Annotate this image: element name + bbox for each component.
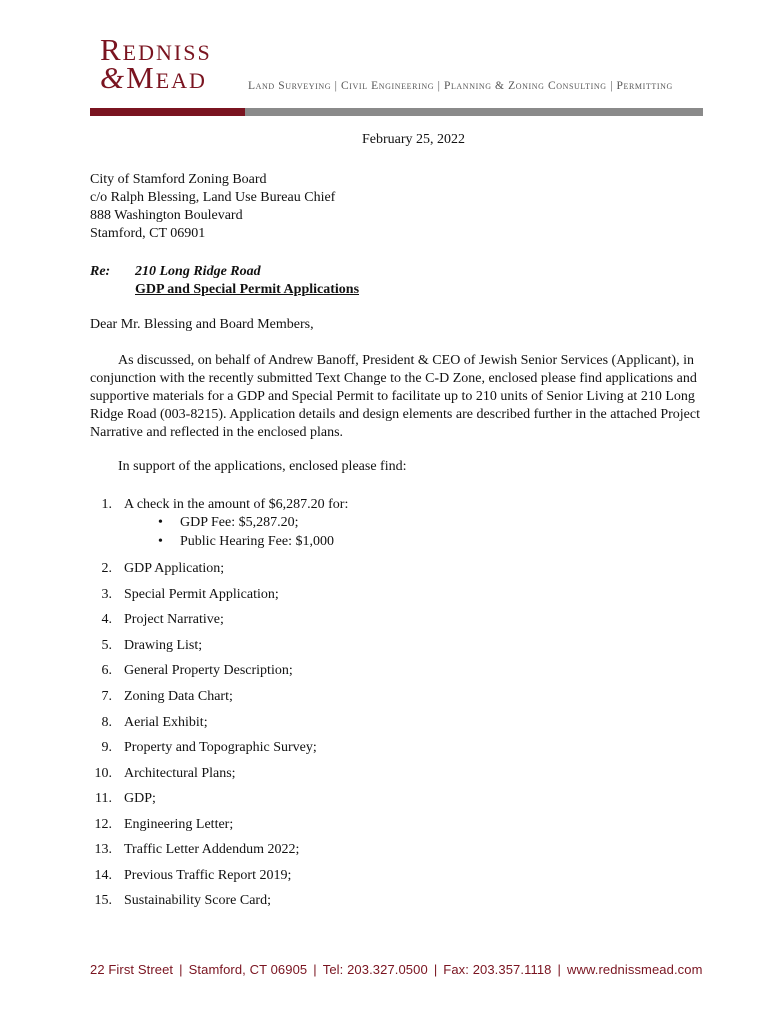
fee-bullet-text: GDP Fee: $5,287.20; xyxy=(180,515,299,530)
list-item-number: 14. xyxy=(94,868,112,883)
list-item-number: 12. xyxy=(94,817,112,832)
list-item-number: 11. xyxy=(95,791,112,806)
list-item-number: 13. xyxy=(94,842,112,857)
body-paragraph-1 xyxy=(90,352,712,442)
letterhead-rule xyxy=(245,108,703,116)
fee-bullet-text: Public Hearing Fee: $1,000 xyxy=(180,534,334,549)
list-item-text: Drawing List; xyxy=(124,638,203,653)
recipient-line-3: 888 Washington Boulevard xyxy=(90,208,243,223)
footer-separator: | xyxy=(313,962,317,977)
list-item-text: General Property Description; xyxy=(124,663,293,678)
list-item-number: 3. xyxy=(101,587,112,602)
footer-separator: | xyxy=(557,962,561,977)
letterhead-footer xyxy=(90,962,703,977)
bullet-dot: • xyxy=(158,534,163,549)
subject-label: Re: xyxy=(90,264,111,279)
logo-line-1: Redniss xyxy=(100,32,212,67)
list-item-number: 7. xyxy=(101,689,112,704)
list-item-number: 8. xyxy=(101,715,112,730)
body-paragraph-1-text: As discussed, on behalf of Andrew Banoff, President & CEO of Jewish Senior Services (Applicant), in conjunction with the recently submitted Text Change to the C-D Zone, enclosed please find applications and supportive materials for a GDP and Special Permit to facilitate up to 210 units of Senior Living at 210 Long Ridge Road (003-8215). Application details and design elements are described further in the attached Project Narrative and reflected in the enclosed plans. xyxy=(90,353,700,440)
footer-separator: | xyxy=(433,962,438,977)
letterhead-rule-accent xyxy=(90,108,245,116)
letter-date: February 25, 2022 xyxy=(362,132,466,147)
list-item-number: 15. xyxy=(94,893,112,908)
list-item-number: 10. xyxy=(94,766,112,781)
list-item-text: GDP; xyxy=(124,791,156,806)
recipient-line-1: City of Stamford Zoning Board xyxy=(90,172,267,187)
letterhead-tagline: Land Surveying | Civil Engineering | Planning & Zoning Consulting | Permitting xyxy=(248,80,673,92)
list-item-text: A check in the amount of $6,287.20 for: xyxy=(124,497,349,512)
list-item-text: Aerial Exhibit; xyxy=(124,715,208,730)
subject-line-2: GDP and Special Permit Applications xyxy=(135,282,360,297)
list-item-number: 1. xyxy=(101,497,112,512)
bullet-dot: • xyxy=(158,515,163,530)
list-item-text: Zoning Data Chart; xyxy=(124,689,233,704)
list-item-number: 5. xyxy=(101,638,112,653)
footer-fax: Fax: 203.357.1118 xyxy=(443,962,552,977)
footer-city: Stamford, CT 06905 xyxy=(188,962,308,977)
list-item-number: 2. xyxy=(101,561,112,576)
list-item-text: Architectural Plans; xyxy=(124,766,236,781)
logo-line-2 xyxy=(100,62,212,93)
list-item-text: Property and Topographic Survey; xyxy=(124,740,317,755)
subject-line-1: 210 Long Ridge Road xyxy=(135,264,261,279)
list-item-number: 6. xyxy=(101,663,112,678)
list-item-text: Engineering Letter; xyxy=(124,817,234,832)
footer-separator: | xyxy=(179,962,183,977)
salutation: Dear Mr. Blessing and Board Members, xyxy=(90,317,314,332)
recipient-address xyxy=(90,171,335,243)
recipient-line-4: Stamford, CT 06901 xyxy=(90,226,206,241)
list-item-number: 4. xyxy=(101,612,112,627)
logo-ampersand: & xyxy=(100,60,127,95)
recipient-line-2: c/o Ralph Blessing, Land Use Bureau Chief xyxy=(90,190,336,205)
list-item-text: Previous Traffic Report 2019; xyxy=(124,868,292,883)
list-item-number: 9. xyxy=(101,740,112,755)
footer-tel: Tel: 203.327.0500 xyxy=(322,962,428,977)
company-logo xyxy=(100,34,212,93)
footer-website-link[interactable]: www.rednissmead.com xyxy=(566,962,703,977)
list-item-text: Sustainability Score Card; xyxy=(124,893,271,908)
list-item-text: GDP Application; xyxy=(124,561,225,576)
list-item-text: Project Narrative; xyxy=(124,612,224,627)
footer-address: 22 First Street xyxy=(90,962,174,977)
list-item-text: Special Permit Application; xyxy=(124,587,279,602)
body-paragraph-2: In support of the applications, enclosed please find: xyxy=(118,459,407,474)
list-item-text: Traffic Letter Addendum 2022; xyxy=(124,842,300,857)
logo-line-2-text: Mead xyxy=(126,60,207,95)
